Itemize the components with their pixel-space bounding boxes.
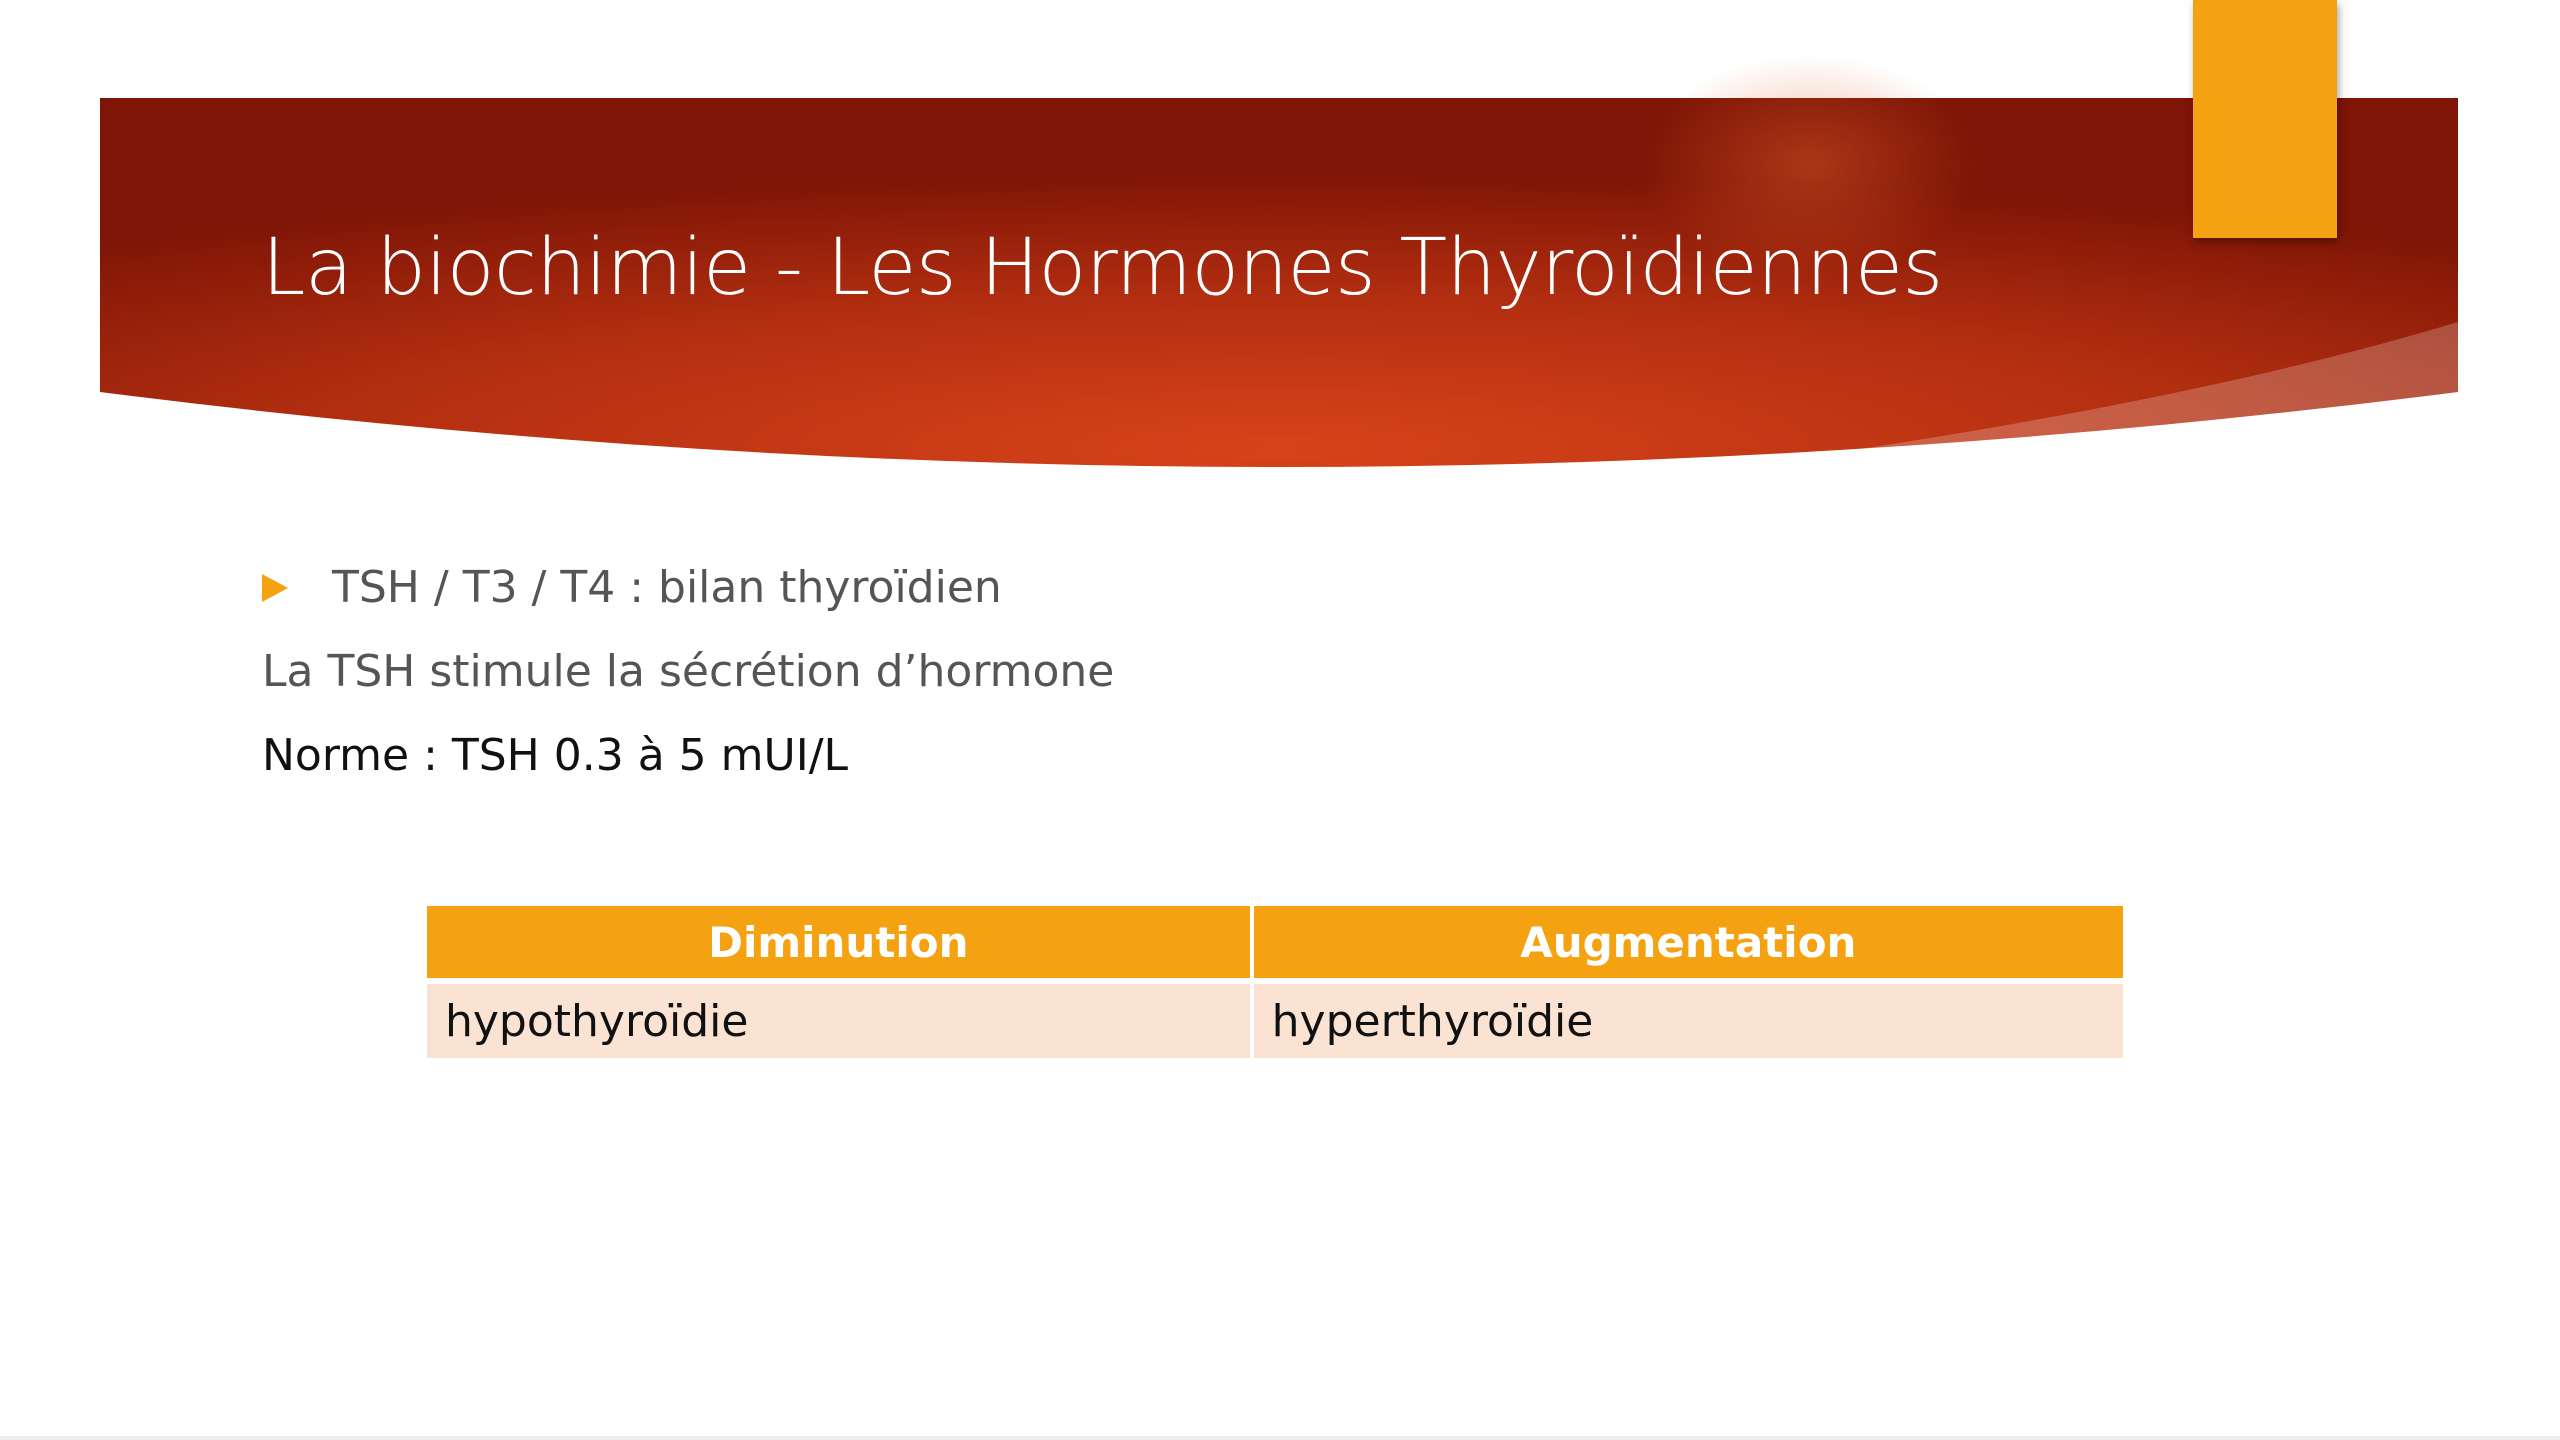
table-row bbox=[427, 984, 2123, 1058]
bottom-divider bbox=[0, 1436, 2560, 1440]
cell-hypothyroidie: hypothyroïdie bbox=[427, 984, 1250, 1058]
bullet-item bbox=[262, 556, 1002, 620]
slide-title: La biochimie - Les Hormones Thyroïdiennes bbox=[262, 223, 1943, 313]
bullet-text: TSH / T3 / T4 : bilan thyroïdien bbox=[332, 562, 1002, 613]
table-header-row bbox=[427, 906, 2123, 984]
tsh-norm: Norme : TSH 0.3 à 5 mUI/L bbox=[262, 730, 849, 781]
tsh-table bbox=[423, 906, 2127, 1058]
cell-hyperthyroidie: hyperthyroïdie bbox=[1254, 984, 2123, 1058]
triangle-bullet-icon bbox=[262, 574, 288, 602]
header-augmentation: Augmentation bbox=[1254, 906, 2123, 984]
header-diminution: Diminution bbox=[427, 906, 1250, 984]
tsh-description: La TSH stimule la sécrétion d’hormone bbox=[262, 646, 1115, 697]
accent-tab bbox=[2193, 0, 2337, 238]
